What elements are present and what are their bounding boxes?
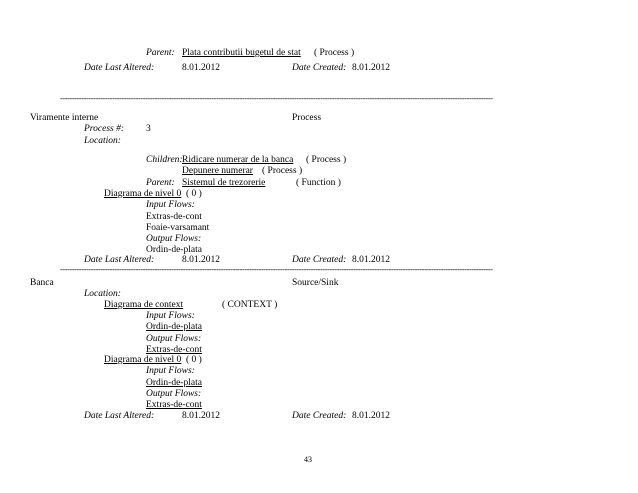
parent-kind: ( Process ) [314,48,355,58]
diagram-link[interactable]: Diagrama de nivel 0 [104,355,182,365]
entry-type: Process [292,113,322,123]
child-kind: ( Process ) [306,155,347,165]
date-created-value: 8.01.2012 [352,411,390,421]
date-created-value: 8.01.2012 [352,63,390,73]
flow-item: Foaie-varsamant [146,223,210,233]
output-flows-label: Output Flows: [146,334,202,344]
separator-line: --------------------------------------------------------------------------------------------------------------------------------------------------------------------------------------- [60,266,493,274]
page-number: 43 [304,455,312,464]
date-created-label: Date Created: [292,255,347,265]
entry-type: Source/Sink [292,278,339,288]
diagram-link[interactable]: Diagrama de context [104,300,184,310]
diagram-number: ( 0 ) [186,189,202,199]
entry-name: Banca [30,278,54,288]
separator-line: --------------------------------------------------------------------------------------------------------------------------------------------------------------------------------------- [60,95,493,103]
date-altered-label: Date Last Altered: [84,255,155,265]
flow-item: Ordin-de-plata [146,245,202,255]
date-altered-value: 8.01.2012 [182,63,220,73]
input-flows-label: Input Flows: [146,366,195,376]
input-flows-label: Input Flows: [146,200,195,210]
child-kind: ( Process ) [262,166,303,176]
flow-link[interactable]: Ordin-de-plata [146,378,202,388]
date-altered-label: Date Last Altered: [84,411,155,421]
flow-link[interactable]: Extras-de-cont [146,345,202,355]
date-created-label: Date Created: [292,411,347,421]
process-number-value: 3 [146,124,151,134]
date-created-label: Date Created: [292,63,347,73]
location-label: Location: [84,136,121,146]
output-flows-label: Output Flows: [146,389,202,399]
parent-label: Parent: [146,178,175,188]
entry-name: Viramente interne [30,113,99,123]
process-number-label: Process #: [84,124,125,134]
diagram-link[interactable]: Diagrama de nivel 0 [104,189,182,199]
date-altered-value: 8.01.2012 [182,255,220,265]
flow-link[interactable]: Extras-de-cont [146,400,202,410]
parent-link[interactable]: Plata contributii bugetul de stat [182,48,301,58]
child-link[interactable]: Depunere numerar [182,166,253,176]
output-flows-label: Output Flows: [146,234,202,244]
date-created-value: 8.01.2012 [352,255,390,265]
location-label: Location: [84,289,121,299]
parent-label: Parent: [146,48,175,58]
input-flows-label: Input Flows: [146,311,195,321]
diagram-number: ( 0 ) [186,355,202,365]
parent-kind: ( Function ) [296,178,341,188]
parent-link[interactable]: Sistemul de trezorerie [182,178,266,188]
flow-link[interactable]: Ordin-de-plata [146,322,202,332]
children-label: Children: [146,155,183,165]
date-altered-value: 8.01.2012 [182,411,220,421]
child-link[interactable]: Ridicare numerar de la banca [182,155,294,165]
date-altered-label: Date Last Altered: [84,63,155,73]
diagram-kind: ( CONTEXT ) [222,300,278,310]
flow-item: Extras-de-cont [146,212,202,222]
